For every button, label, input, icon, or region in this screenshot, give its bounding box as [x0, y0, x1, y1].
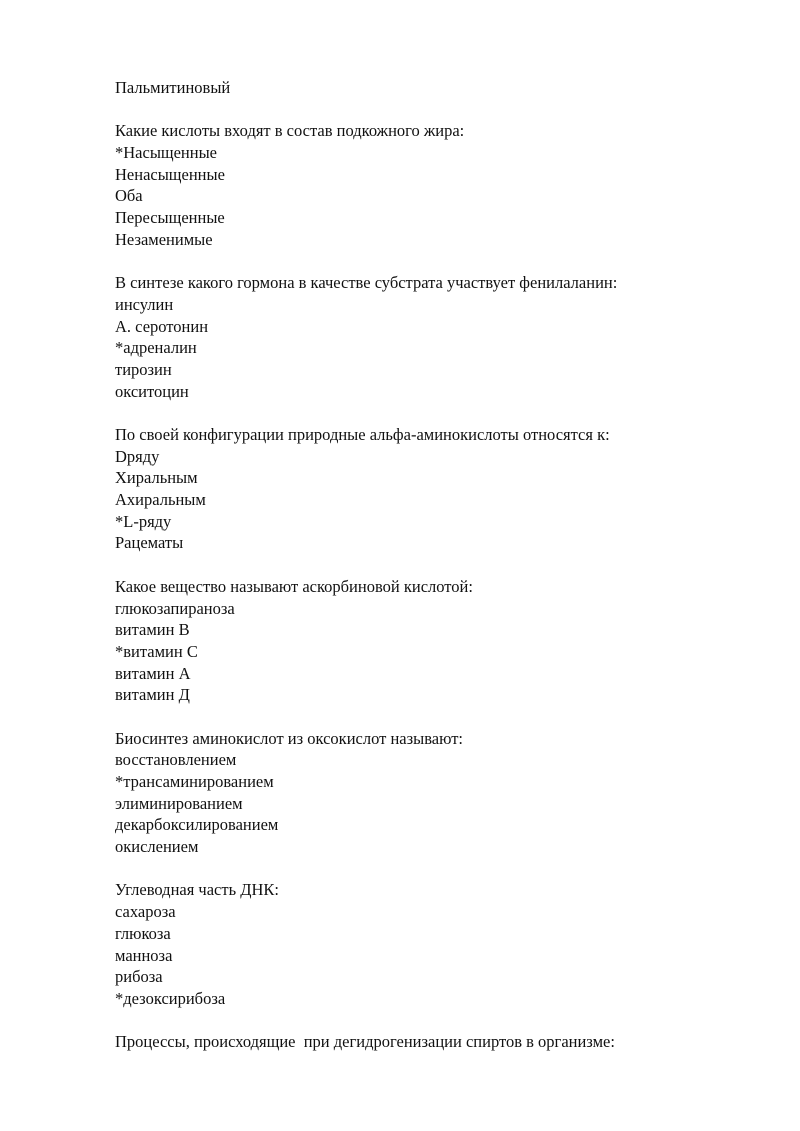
intro-text: Пальмитиновый [115, 78, 231, 97]
question-text: По своей конфигурации природные альфа-аминокислоты относятся к: [115, 425, 610, 444]
answer-option: манноза [115, 945, 173, 965]
question-text: Процессы, происходящие при дегидрогенизации спиртов в организме: [115, 1032, 615, 1052]
spacer [115, 99, 755, 121]
spacer [115, 554, 755, 576]
answer-option: *дезоксирибоза [115, 988, 226, 1008]
question-block-4 [115, 576, 755, 706]
answer-option: витамин Д [115, 685, 190, 705]
answer-option: *L-ряду [115, 511, 172, 531]
question-text: Какое вещество называют аскорбиновой кислотой: [115, 576, 473, 596]
answer-option: Оба [115, 186, 143, 206]
answer-option: окислением [115, 837, 199, 857]
answer-option: *трансаминированием [115, 772, 274, 791]
answer-option: Ахиральным [115, 490, 206, 510]
answer-option: Dряду [115, 446, 160, 466]
answer-option: *Насыщенные [115, 143, 217, 163]
answer-option: сахароза [115, 902, 176, 922]
question-block-2 [115, 272, 755, 402]
question-block-1 [115, 120, 755, 250]
answer-option: инсулин [115, 294, 174, 314]
answer-option: витамин А [115, 663, 191, 683]
answer-option: витамин В [115, 620, 190, 640]
answer-option: восстановлением [115, 750, 237, 770]
answer-option: глюкоза [115, 923, 171, 943]
document-body [115, 77, 755, 1053]
answer-option: Хиральным [115, 468, 198, 488]
answer-option: Пересыщенные [115, 208, 225, 228]
answer-option: глюкозапираноза [115, 598, 235, 618]
question-block-3 [115, 424, 755, 554]
answer-option: Рацематы [115, 533, 184, 553]
answer-option: Незаменимые [115, 229, 213, 249]
answer-option: окситоцин [115, 381, 189, 401]
question-block-5 [115, 728, 755, 858]
question-text: Углеводная часть ДНК: [115, 880, 280, 900]
spacer [115, 1010, 755, 1032]
answer-option: *витамин С [115, 641, 198, 661]
spacer [115, 251, 755, 273]
spacer [115, 858, 755, 880]
answer-option: Ненасыщенные [115, 164, 225, 184]
spacer [115, 706, 755, 728]
answer-option: *адреналин [115, 338, 197, 358]
answer-option: тирозин [115, 359, 172, 379]
question-text: Какие кислоты входят в состав подкожного жира: [115, 121, 465, 141]
answer-option: рибоза [115, 967, 163, 987]
question-block-7 [115, 1031, 755, 1053]
answer-option: А. серотонин [115, 316, 209, 336]
question-text: В синтезе какого гормона в качестве субстрата участвует фенилаланин: [115, 273, 618, 293]
answer-option: элиминированием [115, 793, 243, 813]
question-block-6 [115, 879, 755, 1009]
spacer [115, 402, 755, 424]
answer-option: декарбоксилированием [115, 815, 279, 835]
question-text: Биосинтез аминокислот из оксокислот называют: [115, 728, 464, 748]
